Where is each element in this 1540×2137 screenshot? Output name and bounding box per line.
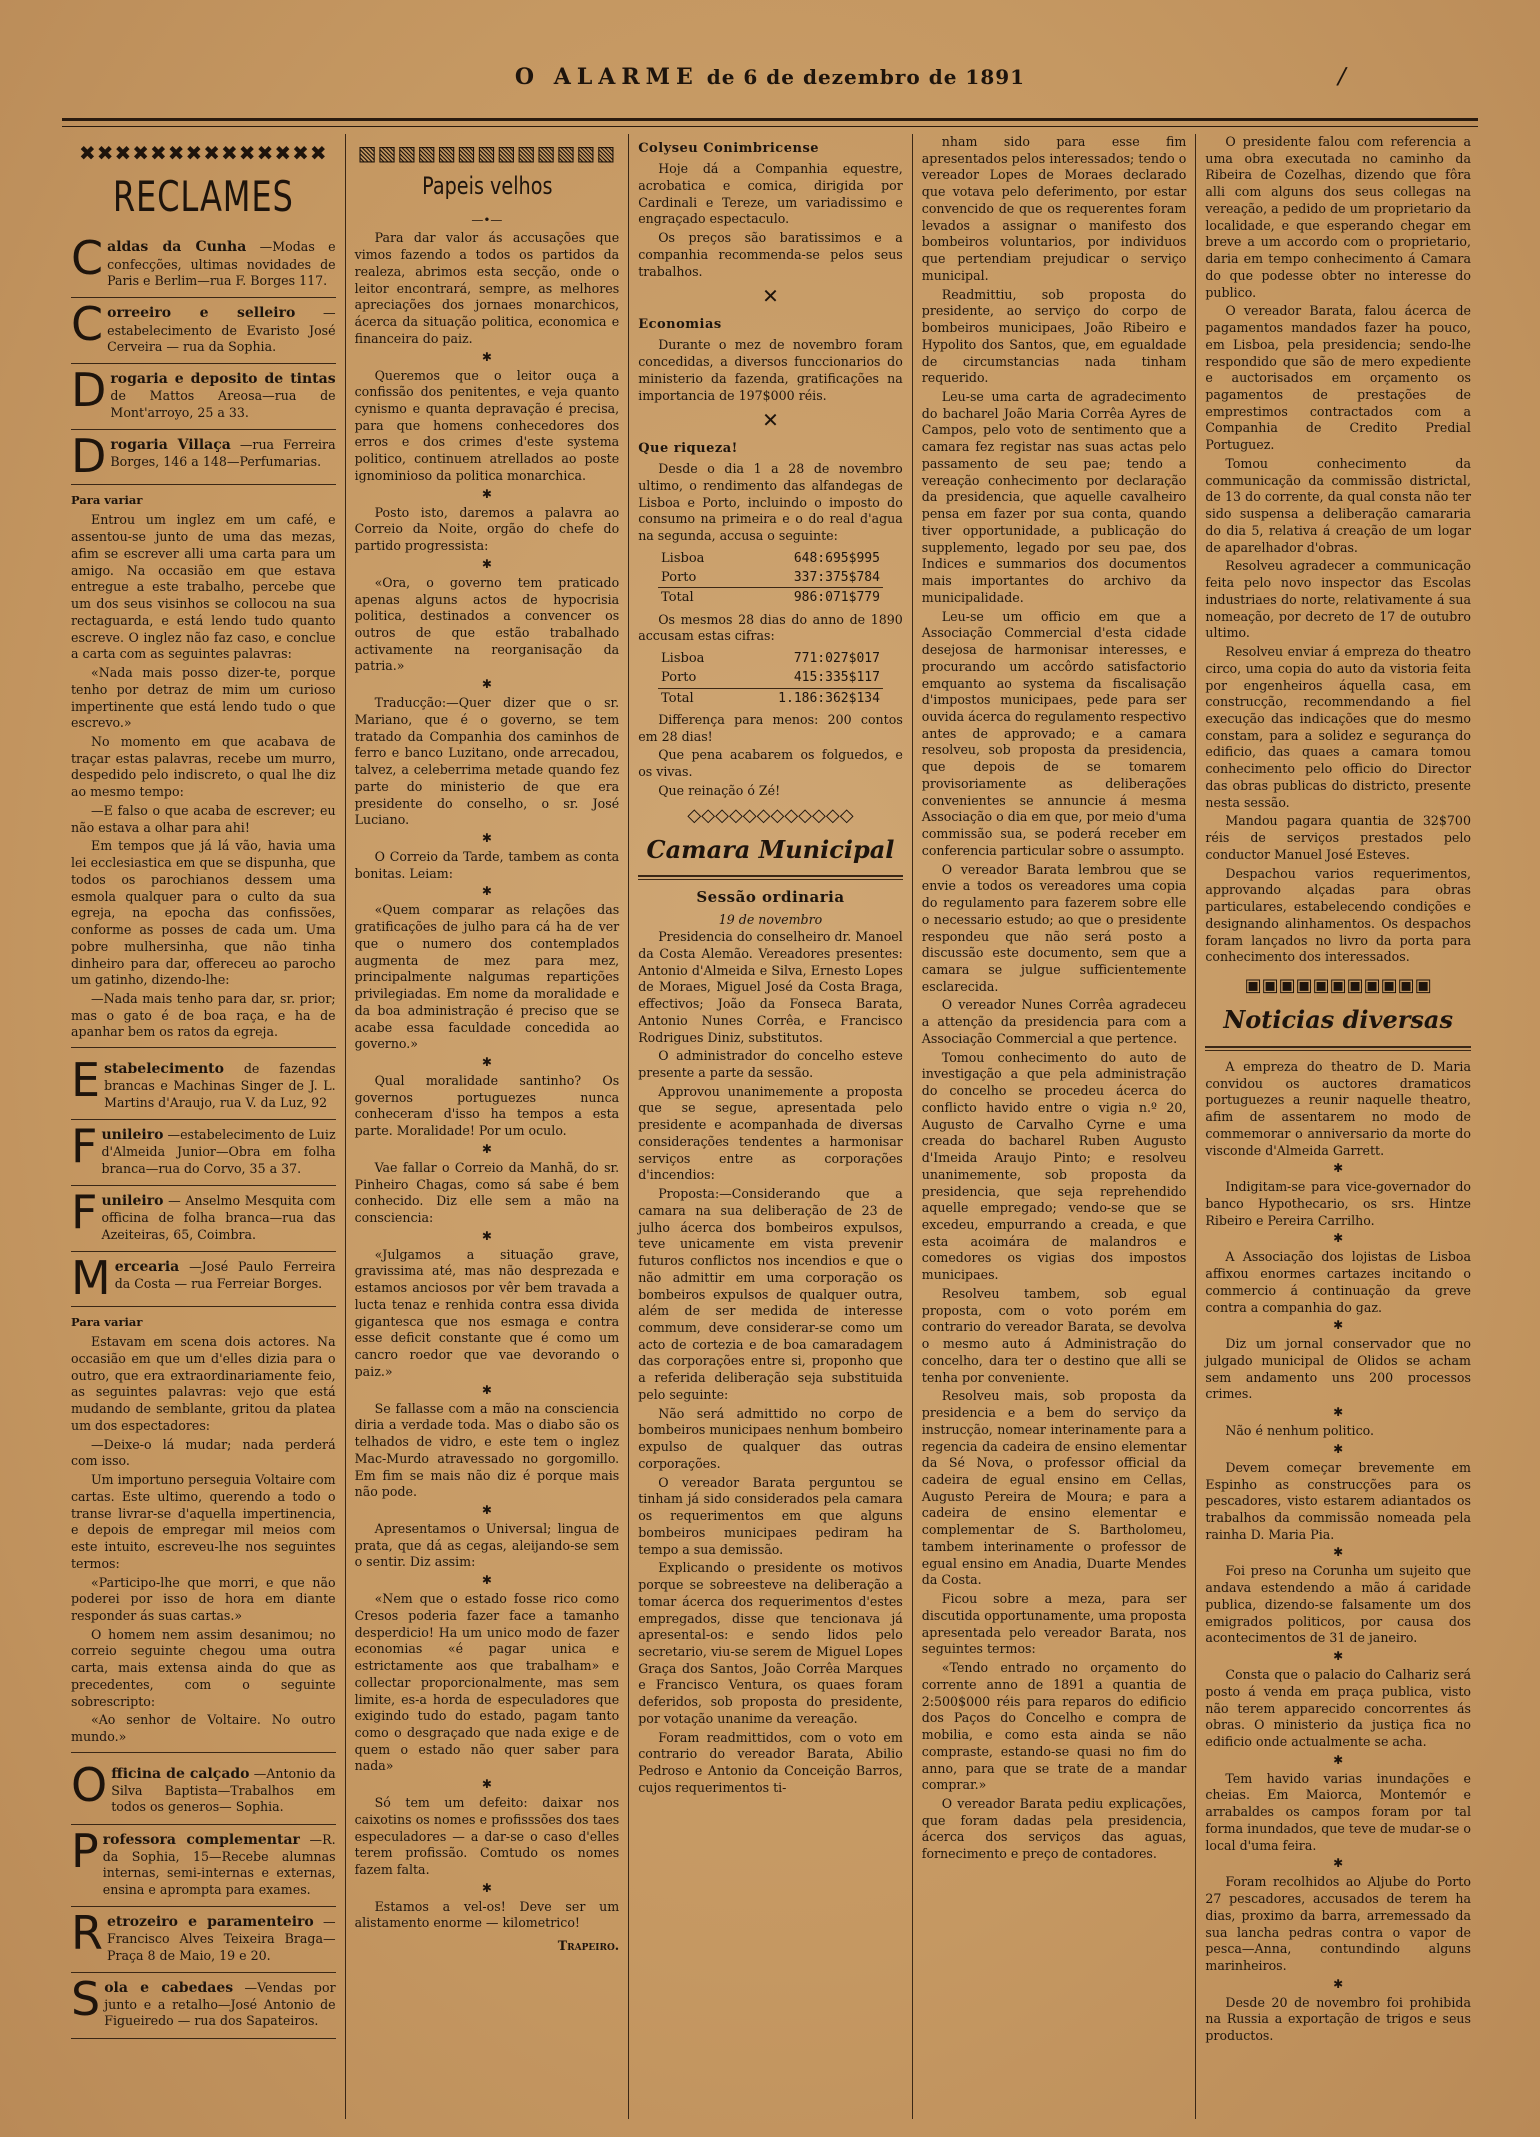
paragraph: «Nem que o estado fosse rico como Cresos poderia fazer face a tamanho desperdicio! Ha um unico modo de fazer economias «é pagar unica e estrictamente aos que trabalham» e collectar proporcionalmente, mas sem limite, es-a horda de especuladores que exigindo tudo do estado, pagam tanto como o desgraçado que nada exige e de quem o estado não quer saber para nada» xyxy=(354,1591,620,1774)
paragraph: «Tendo entrado no orçamento do corrente anno de 1891 a quantia de 2:500$000 réis para reparos do edificio dos Paços do Concelho e compra de mobilia, e como esta ainda se não compraste, estando-se quasi no fim do anno, para que se trate de a mandar comprar.» xyxy=(921,1660,1187,1793)
ad-body: —estabelecimento de Luiz d'Almeida Junior—Obra em folha branca—rua do Corvo, 35 a 37. xyxy=(101,1127,336,1176)
star-separator-icon: ✱ xyxy=(481,1055,492,1070)
star-separator-icon: ✱ xyxy=(481,831,492,846)
news-item: Desde 20 de novembro foi prohibida na Russia a exportação de trigos e seus productos. xyxy=(1205,1994,1471,2044)
paragraph: Qual moralidade santinho? Os governos portuguezes nunca conheceram d'isso ha tempos a esta parte. Moralidade! Por um oculo. xyxy=(354,1072,620,1139)
paragraph: «Nada mais posso dizer-te, porque tenho por detraz de mim um curioso impertinente que está lendo tudo o que escrevo.» xyxy=(71,665,336,731)
ads-mid xyxy=(71,1054,336,1307)
section-title-papeis-velhos: Papeis velhos xyxy=(421,171,553,200)
ornament-border: ✖✖✖✖✖✖✖✖✖✖✖✖✖✖ xyxy=(78,141,328,165)
row-value: 986:071$779 xyxy=(737,588,883,608)
paragraph: Posto isto, daremos a palavra ao Correio da Noite, orgão do chefe do partido progressista: xyxy=(354,504,620,554)
paragraph: Durante o mez de novembro foram concedidas, a diversos funccionarios do ministerio da fazenda, gratificações na importancia de 197$000 réis. xyxy=(638,337,903,403)
paragraph: Tomou conhecimento do auto de investigação a que pela administração do concelho se procedeu ácerca do conflicto havido entre o vigia n.º 20, Augusto de Carvalho Cyrne e uma creada do bacharel Ruben Augusto d'Imeida Araujo Pinto; e resolveu unanimemente, sob proposta da presidencia, que seja reprehendido aquelle empregado; vendo-se que se excedeu, empurrando a creada, e que esta acoimára de malandros e comedores os vigias dos impostos municipaes. xyxy=(921,1049,1187,1283)
star-separator-icon: ✱ xyxy=(1333,1231,1344,1246)
star-separator-icon: ✱ xyxy=(1333,1161,1344,1176)
divider xyxy=(71,1047,336,1048)
paragraph: Que reinação ó Zé! xyxy=(658,782,781,798)
ad-body: —Antonio da Silva Baptista—Trabalhos em todos os generos— Sophia. xyxy=(111,1765,336,1815)
heading-economias: Economias xyxy=(638,317,722,333)
paragraph: No momento em que acabava de traçar estas palavras, recebe um murro, despedido pelo indiscreto, o qual lhe diz ao mesmo tempo: xyxy=(71,734,336,800)
paragraph: O presidente falou com referencia a uma obra executada no caminho da Ribeira de Cozelhas, dizendo que fôra alli com alguns dos seus collegas na vereação, a pedido de um proprietario da localidade, e que esperando chegar em breve a um accordo com o proprietario, daria em tempo conhecimento á Camara do que podesse obter no interesse do publico. xyxy=(1205,134,1471,300)
ad-initial: D xyxy=(71,363,107,418)
paragraph: Tomou conhecimento da communicação da commissão districtal, de 13 do corrente, da qual consta não ter sido suspensa a deliberação camararia do dia 5, relativa á creação de um logar de aparelhador d'obras. xyxy=(1205,455,1471,555)
ad-text xyxy=(104,1979,335,2030)
news-item: Devem começar brevemente em Espinho as construcções para os pescadores, visto estarem adiantados os trabalhos da commissão nomeada pela rainha D. Maria Pia. xyxy=(1205,1459,1471,1542)
paragraph: Readmittiu, sob proposta do presidente, ao serviço do corpo de bombeiros municipaes, João Ribeiro e Hypolito dos Santos, que, em egualdade de circumstancias nada tinham requerido. xyxy=(921,286,1187,386)
row-label: Total xyxy=(658,588,736,608)
paragraph: Vae fallar o Correio da Manhã, do sr. Pinheiro Chagas, como sá sabe é bem conhecido. Diz elle sem a mão na consciencia: xyxy=(354,1159,620,1226)
ad-lead: orreeiro e selleiro xyxy=(107,305,296,322)
paragraph: Estavam em scena dois actores. Na occasião em que um d'elles dizia para o outro, que era extraordinariamente feio, as seguintes palavras: vejo que está mudando de semblante, gritou da platea um dos espectadores: xyxy=(71,1334,336,1433)
paragraph: Differença para menos: 200 contos em 28 dias! xyxy=(638,711,903,744)
paragraph: Proposta:—Considerando que a camara na sua deliberação de 23 de julho ácerca dos bombeiros expulsos, teve unicamente em vista prevenir futuros conflictos nos incendios e que o não admittir em uma corporação os bombeiros expulsos de qualquer outra, além de ser medida de interesse commum, deve considerar-se como um acto de cortezia e de boa camaradagem das corporações entre si, proponho que a referida deliberação seja substituida pelo seguinte: xyxy=(638,1186,903,1402)
ad-initial: O xyxy=(71,1757,108,1812)
star-separator-icon: ✱ xyxy=(481,677,492,692)
date-line: de 6 de dezembro de 1891 xyxy=(706,65,1026,89)
ad-text xyxy=(104,1060,336,1111)
column-camara-cont xyxy=(913,134,1197,2119)
paragraph: nham sido para esse fim apresentados pelos interessados; tendo o vereador Lopes de Moraes declarado que votava pelo deferimento, por estar convencido de que os requerentes foram levados a assignar o manifesto dos bombeiros voluntarios, por individuos que pertendiam prejudicar o serviço municipal. xyxy=(921,134,1187,283)
ad-text xyxy=(101,1126,335,1177)
paragraph: Approvou unanimemente a proposta que se segue, apresentada pelo presidente e acompanhada de diversas considerações tendentes a harmonisar serviços entre as corporações d'incendios: xyxy=(638,1083,903,1183)
table-row xyxy=(658,549,883,568)
paragraph: O vereador Barata perguntou se tinham já sido considerados pela camara os requerimentos em que alguns bombeiros municipaes pediram ha tempo a sua demissão. xyxy=(638,1474,903,1557)
ornament-border: ▣▣▣▣▣▣▣▣▣▣▣ xyxy=(1244,974,1432,996)
ads-bottom xyxy=(71,1759,336,2039)
row-label: Lisboa xyxy=(661,550,705,566)
ad-body: de Mattos Areosa—rua de Mont'arroyo, 25 a 33. xyxy=(110,388,336,420)
news-item: Indigitam-se para vice-governador do banco Hypothecario, os srs. Hintze Ribeiro e Pereira Carrilho. xyxy=(1205,1179,1471,1228)
news-item: Não é nenhum politico. xyxy=(1225,1423,1374,1439)
paragraph: Para dar valor ás accusações que vimos fazendo a todos os partidos da realeza, abrimos esta secção, onde o leitor encontrará, sempre, as melhores apreciações dos jornaes monarchicos, ácerca da situação politica, economica e financeira do paiz. xyxy=(354,230,620,346)
camara-text-cont xyxy=(922,134,1187,1863)
ad-item xyxy=(71,1907,336,1973)
paragraph: Despachou varios requerimentos, approvando alçadas para obras particulares, estabelecendo condições e designando alinhamentos. Os despachos foram lançados no livro da porta para conhecimento dos interessados. xyxy=(1205,865,1471,965)
star-separator-icon: ✱ xyxy=(1333,1441,1344,1456)
ad-body: —Modas e confecções, ultimas novidades de Paris e Berlim—rua F. Borges 117. xyxy=(107,239,336,288)
paragraph: O Correio da Tarde, tambem as conta bonitas. Leiam: xyxy=(354,848,620,881)
section-title-noticias: Noticias diversas xyxy=(1223,1004,1453,1034)
row-label: Porto xyxy=(661,570,697,586)
paragraph: Os preços são baratissimos e a companhia recommenda-se pelos seus trabalhos. xyxy=(638,230,903,279)
cross-divider-icon: ✕ xyxy=(762,284,779,309)
ad-item xyxy=(71,1973,336,2039)
paragraph: Resolveu tambem, sob egual proposta, com o voto porém em contrario do vereador Barata, se devolva o mesmo auto á Administração do concelho, dara ter o destino que alli se tenha por conveniente. xyxy=(921,1285,1187,1385)
row-label: Lisboa xyxy=(661,651,705,667)
ad-text xyxy=(103,1831,336,1898)
masthead xyxy=(0,61,1540,91)
star-separator-icon: ✱ xyxy=(481,1141,492,1156)
camara-text-end xyxy=(1205,134,1471,966)
paragraph: —E falso o que acaba de escrever; eu não estava a olhar para ahi! xyxy=(71,802,336,835)
star-separator-icon: ✱ xyxy=(481,486,492,501)
paragraph: «Quem comparar as relações das gratificações de julho para cá ha de ver que o numero dos contemplados augmenta de mez para mez, principalmente nalgumas repartições privilegiadas. Em nome da moralidade e da boa administração é preciso que se acabe essa faculdade concedida ao governo.» xyxy=(354,902,620,1052)
para-variar-heading: Para variar xyxy=(71,1314,143,1329)
ad-body: —Vendas por junto e a retalho—José Antonio de Figueiredo — rua dos Sapateiros. xyxy=(104,1979,336,2029)
text-1890: Os mesmos 28 dias do anno de 1890 accusam estas cifras: xyxy=(638,611,903,644)
table-row xyxy=(658,688,883,708)
ad-text xyxy=(107,304,335,355)
row-value: 771:027$017 xyxy=(793,651,880,667)
ads-top xyxy=(71,232,336,485)
table-row xyxy=(658,568,883,588)
ad-lead: etrozeiro e paramenteiro xyxy=(106,1914,314,1931)
star-separator-icon: ✱ xyxy=(1333,1976,1344,1991)
para-variar-text xyxy=(71,512,336,1041)
news-item: A Associação dos lojistas de Lisboa affixou enormes cartazes incitando o commercio á continuação da greve contra a companhia do gaz. xyxy=(1205,1249,1471,1315)
paragraph: Resolveu agradecer a communicação feita pelo novo inspector das Escolas industriaes do norte, relativamente á sua nomeação, por decreto de 17 de outubro ultimo. xyxy=(1205,558,1471,641)
ad-body: de fazendas brancas e Machinas Singer de J. L. Martins d'Araujo, rua V. da Luz, 92 xyxy=(104,1061,336,1110)
news-item: Foram recolhidos ao Aljube do Porto 27 pescadores, accusados de terem ha dias, proximo da barra, arremessado da sua lancha pedras contra o vapor de pesca—Anna, contundindo alguns marinheiros. xyxy=(1205,1874,1471,1973)
ad-lead: rofessora complementar xyxy=(102,1831,300,1848)
ad-body: —R. da Sophia, 15—Recebe alumnas internas, semi-internas e externas, ensina e apromptа para exames. xyxy=(102,1831,336,1897)
star-separator-icon: ✱ xyxy=(481,1502,492,1517)
ad-lead: fficina de calçado xyxy=(111,1765,250,1782)
row-value: 337:375$784 xyxy=(793,570,880,586)
paragraph: Foram readmittidos, com o voto em contrario do vereador Barata, Abilio Pedroso e Antonio da Conceição Barros, cujos requerimentos ti- xyxy=(638,1729,903,1795)
section-title-reclames: RECLAMES xyxy=(112,171,294,221)
ad-item xyxy=(71,1252,336,1307)
paragraph: «Participo-lhe que morri, e que não poderei por isso de hora em diante responder ás suas cartas.» xyxy=(71,1574,336,1623)
ad-initial: R xyxy=(71,1906,103,1961)
revenue-table-1891 xyxy=(658,549,883,608)
paragraph: Presidencia do conselheiro dr. Manoel da Costa Alemão. Vereadores presentes: Antonio d'Almeida e Silva, Ernesto Lopes de Moraes, Miguel José da Costa Braga, effectivos; João da Fonseca Barata, Antonio Nunes Corrêa, e Francisco Rodrigues Diniz, substitutos. xyxy=(638,929,903,1045)
ad-lead: stabelecimento xyxy=(104,1061,224,1078)
ad-item xyxy=(71,1120,336,1186)
cross-divider-icon: ✕ xyxy=(762,408,779,433)
paragraph: Traducção:—Quer dizer que o sr. Mariano, que é o governo, se tem tratado da Companhia dos caminhos de ferro e banco Luzitano, onde arrecadou, talvez, a celeberrima metade quando fez parte do ministerio de que era presidente do conselho, o sr. José Luciano. xyxy=(354,695,620,828)
ad-item xyxy=(71,232,336,298)
ad-item xyxy=(71,1054,336,1120)
star-separator-icon: ✱ xyxy=(481,1228,492,1243)
ad-lead: unileiro xyxy=(101,1193,164,1210)
ad-body: —José Paulo Ferreira da Costa — rua Ferreiar Borges. xyxy=(114,1258,336,1292)
para-variar-heading: Para variar xyxy=(71,493,143,508)
star-separator-icon: ✱ xyxy=(481,1777,492,1792)
divider-ornament: —•— xyxy=(471,212,503,227)
para-variar-text xyxy=(71,1334,336,1746)
paragraph: Hoje dá a Companhia equestre, acrobatica e comica, dirigida por Cardinali e Tereze, um variadissimo e engraçado espectaculo. xyxy=(638,161,903,227)
ornament-border: ◇◇◇◇◇◇◇◇◇◇◇◇ xyxy=(687,804,854,826)
ad-lead: ercearia xyxy=(114,1258,180,1275)
ad-initial: M xyxy=(71,1250,111,1305)
table-row xyxy=(658,649,883,668)
section-title-camara: Camara Municipal xyxy=(646,834,895,864)
column-reclames xyxy=(62,134,346,2119)
ad-lead: rogaria Villaça xyxy=(110,437,231,454)
paragraph: Resolveu enviar á empreza do theatro circo, uma copia do auto da vistoria feita por engenheiros áquella casa, em construcção, recommendando a fiel execução das indicações que do mesmo constam, para a solidez e segurança do edificio, das quaes a camara tomou conhecimento pelo officio do Director das obras publicas do districto, presente nesta sessão. xyxy=(1205,644,1471,810)
ad-item xyxy=(71,1759,336,1825)
paragraph: Queremos que o leitor ouça a confissão dos penitentes, e veja quanto cynismo e quanta depravação é precisa, para que homens conhecedores dos erros e dos crimes d'este systema politico, continuem atrellados ao poste ignominioso da politica monarchica. xyxy=(354,367,620,483)
paragraph: Apresentamos o Universal; lingua de prata, que dá as cegas, aleijando-se sem o sentir. Diz assim: xyxy=(354,1520,620,1570)
differenca-text xyxy=(638,712,903,800)
row-label: Total xyxy=(658,688,729,708)
paragraph: Desde o dia 1 a 28 de novembro ultimo, o rendimento das alfandegas de Lisboa e Porto, incluindo o imposto do consumo na primeira e o do real d'agua na segunda, accusa o seguinte: xyxy=(638,461,903,544)
paragraph: —Deixe-o lá mudar; nada perderá com isso. xyxy=(71,1436,336,1469)
revenue-table-1890 xyxy=(658,649,883,708)
papeis-velhos-text xyxy=(355,230,620,1932)
ad-text xyxy=(110,370,335,421)
camara-text xyxy=(638,929,903,1796)
row-label: Porto xyxy=(661,670,697,686)
heading-que-riqueza: Que riqueza! xyxy=(638,440,738,456)
ad-text xyxy=(101,1192,335,1243)
ornament-border: ▧▧▧▧▧▧▧▧▧▧▧▧▧ xyxy=(357,141,617,165)
paragraph: «Julgamos a situação grave, gravissima até, mas não desprezada e estamos anciosos por vêr bem travada a lucta tenaz e renhida contra essa divida gigantesca que nos esmaga e contra esse deficit constante que é como um cancro roedor que vae devorando o paiz.» xyxy=(354,1246,620,1379)
ad-initial: E xyxy=(71,1053,101,1108)
news-item: Tem havido varias inundações e cheias. Em Maiorca, Montemór e arrabaldes os campos foram por tal forma inundados, que teve de mudar-se o local d'uma feira. xyxy=(1205,1770,1471,1853)
paragraph: Entrou um inglez em um café, e assentou-se junto de uma das mezas, afim se escrever alli uma carta para um amigo. Na occasião em que estava entregue a este trabalho, percebe que um dos seus visinhos se collocou na sua rectaguarda, e está lendo tudo quanto escreve. O inglez não faz caso, e conclue a carta com as seguintes palavras: xyxy=(71,512,336,662)
paragraph: «Ora, o governo tem praticado apenas alguns actos de hypocrisia politica, destinados a convencer os outros de que estão trabalhado activamente na reorganisação da patria.» xyxy=(354,574,620,674)
paragraph: Só tem um defeito: daixar nos caixotins os nomes e profisssões dos taes especuladores — a dar-se o caso d'elles terem profissão. Comtudo os nomes fazem falta. xyxy=(354,1795,620,1878)
ad-initial: F xyxy=(71,1119,98,1174)
paragraph: Um importuno perseguia Voltaire com cartas. Este ultimo, querendo a todo o transe livrar-se d'aquella impertinencia, e depois de empregar mil meios com este intuito, escreveu-lhe nos seguintes termos: xyxy=(71,1472,336,1571)
paragraph: «Ao senhor de Voltaire. No outro mundo.» xyxy=(71,1712,336,1745)
ad-initial: C xyxy=(71,231,104,286)
double-rule xyxy=(638,875,903,880)
column-papeis-velhos xyxy=(346,134,630,2119)
ad-text xyxy=(110,436,335,471)
ad-initial: D xyxy=(71,429,107,484)
paragraph: Leu-se uma carta de agradecimento do bacharel João Maria Corrêa Ayres de Campos, pelo voto de sentimento que a camara fez registar nas suas actas pelo passamento de seu pae; tendo a vereação conhecimento por declaração da presidencia, que aquelle cavalheiro pensa em fazer por sua conta, quando tiver opportunidade, a publicação do supplemento, legado por seu pae, dos Indices e summarios dos documentos mais importantes do archivo da municipalidade. xyxy=(921,389,1187,605)
star-separator-icon: ✱ xyxy=(481,1382,492,1397)
ad-initial: F xyxy=(71,1185,98,1240)
news-item: Consta que o palacio do Calhariz será posto á venda em praça publica, visto não terem apparecido concorrentes ás obras. O ministerio da justiça fica no edificio onde actualmente se acha. xyxy=(1205,1667,1471,1749)
signature: Trapeiro. xyxy=(557,1938,620,1954)
star-separator-icon: ✱ xyxy=(481,1880,492,1895)
ad-item xyxy=(71,1186,336,1252)
column-noticias xyxy=(1196,134,1480,2119)
paragraph: Mandou pagara quantia de 32$700 réis de serviços prestados pelo conductor Manuel José Esteves. xyxy=(1205,813,1471,862)
paragraph: Em tempos que já lá vão, havia uma lei ecclesiastica em que se dispunha, que todos os parochianos dessem uma esmola qualquer para o culto da sua egreja, na epocha das confissões, conforme as posses de cada um. Uma pobre mulhersinha, que não tinha dinheiro para dar, offereceu ao parocho um gatinho, dizendo-lhe: xyxy=(71,838,336,988)
header-rule xyxy=(62,118,1478,127)
ad-item xyxy=(71,430,336,485)
colyseu-text xyxy=(638,161,903,280)
ad-lead: rogaria e deposito de tintas xyxy=(110,371,336,388)
ad-lead: ola e cabedaes xyxy=(104,1979,234,1996)
star-separator-icon: ✱ xyxy=(1333,1856,1344,1871)
ad-item xyxy=(71,1825,336,1907)
star-separator-icon: ✱ xyxy=(481,1573,492,1588)
paper-name: O ALARME xyxy=(514,64,699,90)
ad-text xyxy=(107,1913,336,1964)
paragraph: O vereador Barata, falou ácerca de pagamentos mandados fazer ha pouco, em Lisboa, pela presidencia; sendo-lhe respondido que são de mero expediente e auctorisados em orçamento os pagamentos de prestações de emprestimos contractados com a Companhia de Credito Predial Portuguez. xyxy=(1205,303,1471,453)
paragraph: Ficou sobre a meza, para ser discutida opportunamente, uma proposta apresentada pelo vereador Barata, nos seguintes termos: xyxy=(921,1591,1187,1657)
ad-body: —estabelecimento de Evaristo José Cerveira — rua da Sophia. xyxy=(107,305,336,354)
paragraph: Não será admittido no corpo de bombeiros municipaes nenhum bombeiro expulso de qualquer das outras corporações. xyxy=(638,1405,903,1471)
ad-item xyxy=(71,298,336,364)
sessao-heading: Sessão ordinaria xyxy=(696,888,845,907)
paragraph: O vereador Nunes Corrêa agradeceu a attenção da presidencia para com a Associação Commercial a que pertence. xyxy=(921,997,1187,1046)
ad-text xyxy=(111,1765,335,1816)
news-item: Diz um jornal conservador que no julgado municipal de Olidos se acham sem andamento uns 200 processos crimes. xyxy=(1205,1336,1471,1402)
divider xyxy=(71,1752,336,1753)
que-riqueza-text xyxy=(638,461,903,545)
table-row xyxy=(658,588,883,608)
row-value: 648:695$995 xyxy=(793,550,880,566)
paragraph: —Nada mais tenho para dar, sr. prior; mas o gato é de boa raça, e ha de apanhar bem os ratos da egreja. xyxy=(71,991,336,1040)
heading-colyseu: Colyseu Conimbricense xyxy=(638,141,820,156)
row-value: 1.186:362$134 xyxy=(729,688,883,708)
ad-initial: S xyxy=(71,1971,101,2026)
columns xyxy=(62,134,1480,2119)
noticias-text xyxy=(1205,1059,1471,2045)
ad-text xyxy=(107,238,335,289)
paragraph: O vereador Barata pediu explicações, que foram dadas pela presidencia, ácerca dos serviços das aguas, fornecimento e preço de contadores. xyxy=(921,1795,1187,1862)
paragraph: Se fallasse com a mão na consciencia diria a verdade toda. Mas o diabo são os telhados de vidro, e este tem o inglez Mac-Murdo atravessado no gorgomillo. Em fim se mais não diz é porque mais não pode. xyxy=(354,1400,620,1500)
star-separator-icon: ✱ xyxy=(1333,1649,1344,1664)
star-separator-icon: ✱ xyxy=(1333,1405,1344,1420)
star-separator-icon: ✱ xyxy=(1333,1545,1344,1560)
star-separator-icon: ✱ xyxy=(481,349,492,364)
star-separator-icon: ✱ xyxy=(481,556,492,571)
economias-text xyxy=(638,337,903,404)
star-separator-icon: ✱ xyxy=(1333,1318,1344,1333)
star-separator-icon: ✱ xyxy=(481,884,492,899)
paragraph: Estamos a vel-os! Deve ser um alistamento enorme — kilometrico! xyxy=(354,1898,620,1931)
paragraph: Resolveu mais, sob proposta da presidencia e a bem do serviço da instrucção, nomear interinamente para a regencia da cadeira de ensino elementar da Sé Nova, o professor official da cadeira de egual ensino em Cellas, Augusto Pereira de Moura; e para a cadeira de ensino elementar e complementar de S. Bartholomeu, tambem interinamente o professor de egual ensino em Anadia, Duarte Mendes da Costa. xyxy=(921,1388,1187,1588)
star-separator-icon: ✱ xyxy=(1333,1752,1344,1767)
row-value: 415:335$117 xyxy=(793,670,880,686)
ad-body: —Francisco Alves Teixeira Braga—Praça 8 de Maio, 19 e 20. xyxy=(106,1914,336,1963)
paragraph: Explicando o presidente os motivos porque se sobreesteve na deliberação a tomar ácerca dos requerimentos d'estes empregados, disse que tencionava já apresental-os: e sendo lidos pelo secretario, viu-se serem de Miguel Lopes Graça dos Santos, João Corrêa Marques e Francisco Ventura, os quaes foram deferidos, sob proposta do presidente, por votação unanime da vereação. xyxy=(638,1560,903,1726)
double-rule xyxy=(1205,1046,1471,1051)
ad-lead: aldas da Cunha xyxy=(107,239,247,256)
news-item: A empreza do theatro de D. Maria convidou os auctores dramaticos portuguezes a reunir naquelle theatro, afim de assentarem no modo de commemorar o anniversario da morte do visconde d'Almeida Garrett. xyxy=(1205,1058,1471,1158)
column-news xyxy=(629,134,913,2119)
ad-body: —rua Ferreira Borges, 146 a 148—Perfumarias. xyxy=(110,437,336,470)
ad-lead: unileiro xyxy=(101,1127,164,1144)
table-row xyxy=(658,668,883,688)
paragraph: Que pena acabarem os folguedos, e os vivas. xyxy=(638,747,903,780)
paragraph: O vereador Barata lembrou que se envie a todos os vereadores uma copia do regulamento para fazerem sobre elle o necessario estudo; ao que o presidente respondeu que não será posto a discussão este documento, sem que a camara se julgue sufficientemente esclarecida. xyxy=(921,861,1187,994)
sessao-date: 19 de novembro xyxy=(718,912,823,928)
paragraph: Leu-se um officio em que a Associação Commercial d'esta cidade desejosa de harmonisar interesses, e procurando um accôrdo satisfactorio emquanto ao systema da fiscalisação d'impostos municipaes, pede para ser ouvida ácerca do regulamento respectivo antes de approvado; e a camara resolveu, sob proposta da presidencia, que depois de se tomarem provisoriamente as deliberações convenientes se annuncie á mesma Associação o dia em que, por meio d'uma commissão sua, se poderá receber em conferencia particular sobre o assumpto. xyxy=(921,608,1187,858)
handwritten-mark-icon: / xyxy=(1335,61,1349,91)
ad-item xyxy=(71,364,336,430)
paragraph: O administrador do concelho esteve presente a parte da sessão. xyxy=(638,1048,903,1080)
ad-initial: C xyxy=(71,297,104,352)
ad-initial: P xyxy=(71,1823,99,1878)
ad-text xyxy=(115,1258,336,1293)
ad-body: — Anselmo Mesquita com officina de folha branca—rua das Azeiteiras, 65, Coimbra. xyxy=(101,1193,336,1242)
paragraph: O homem nem assim desanimou; no correio seguinte chegou uma outra carta, mais extensa ainda do que as precedentes, com o seguinte sobrescripto: xyxy=(71,1626,336,1709)
news-item: Foi preso na Corunha um sujeito que andava estendendo a mão á caridade publica, dizendo-se falsamente um dos emigrados politicos, por causa dos acontecimentos de 31 de janeiro. xyxy=(1205,1563,1471,1646)
